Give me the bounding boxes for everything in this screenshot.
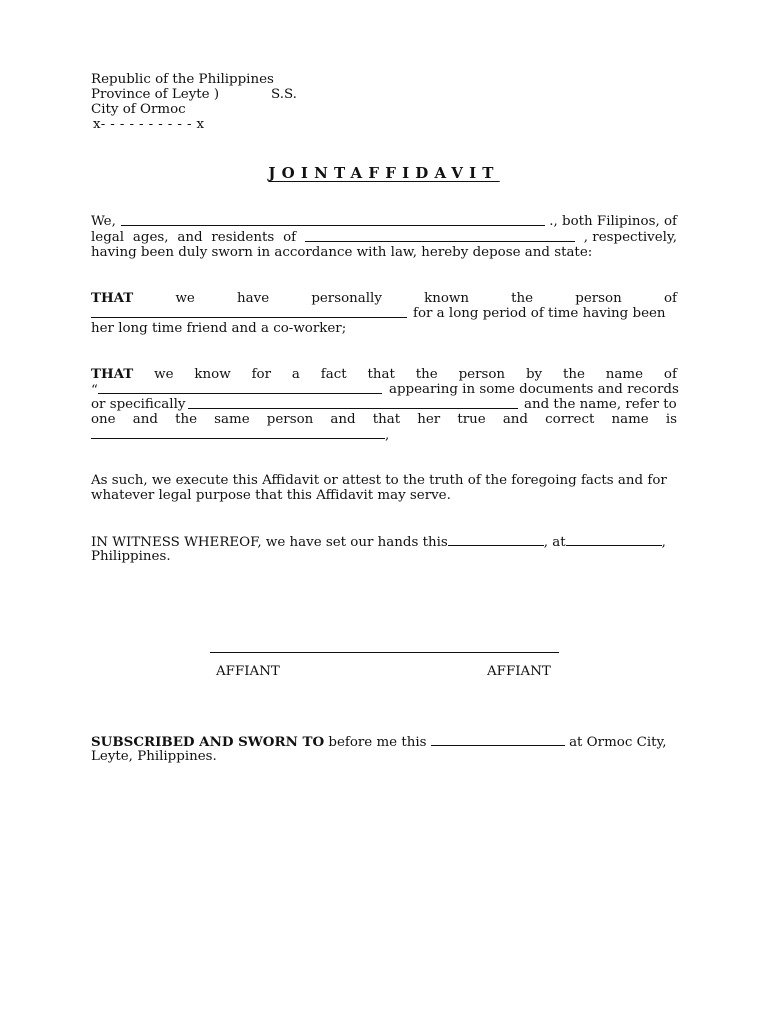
p1-line1 — [91, 214, 677, 229]
subscribed-line2: Leyte, Philippines. — [91, 749, 217, 764]
p2-word: known — [424, 291, 469, 306]
p3-word: by — [525, 367, 543, 382]
witness-line2: Philippines. — [91, 549, 171, 564]
witness-at: , at — [543, 535, 566, 550]
p3-line1 — [91, 367, 677, 382]
witness-prefix: IN WITNESS WHEREOF, we have set our hands this — [91, 535, 448, 550]
p3-word: one — [91, 412, 116, 427]
p1-respectively: , respectively, — [583, 230, 677, 245]
p2-line2 — [91, 306, 407, 322]
p1-word: ages, — [132, 230, 169, 245]
p3-word: we — [154, 367, 174, 382]
p3-correct-name-blank — [91, 427, 385, 439]
subscribed-date-blank — [431, 734, 565, 746]
witness-place-blank — [566, 534, 662, 546]
p3-word: same — [214, 412, 250, 427]
p3-word: is — [665, 412, 677, 427]
p3-word: know — [194, 367, 231, 382]
p3-word: a — [291, 367, 300, 382]
p3-word: true — [457, 412, 486, 427]
p1-word: of — [283, 230, 297, 245]
p3-word: the — [562, 367, 585, 382]
p3-word: that — [367, 367, 395, 382]
p2-line3: her long time friend and a co-worker; — [91, 321, 347, 336]
witness-date-blank — [448, 534, 544, 546]
p3-word: and — [330, 412, 356, 427]
city-line: City of Ormoc — [91, 102, 186, 117]
p3-comma: , — [385, 428, 390, 443]
subscribed-at: at Ormoc City, — [569, 735, 667, 750]
p3-line4 — [91, 412, 677, 427]
p3-word: correct — [545, 412, 595, 427]
p3-name-blank — [98, 382, 382, 394]
p2-word: the — [511, 291, 534, 306]
p2-word: have — [237, 291, 270, 306]
witness-line1 — [91, 534, 666, 550]
p3-word: for — [251, 367, 271, 382]
subscribed-line1 — [91, 734, 667, 750]
p2-word: of — [663, 291, 677, 306]
p3-specific-blank — [188, 397, 518, 409]
p1-names-blank — [121, 214, 545, 226]
affiant-right: AFFIANT — [487, 664, 551, 679]
p2-that: THAT — [91, 290, 134, 306]
p1-line3: having been duly sworn in accordance with law, hereby depose and state: — [91, 245, 593, 260]
affiant-left: AFFIANT — [216, 664, 280, 679]
p3-line2 — [91, 382, 382, 398]
p1-word: residents — [211, 230, 275, 245]
subscribed-bold: SUBSCRIBED AND SWORN TO — [91, 734, 325, 750]
p1-word: and — [177, 230, 203, 245]
separator-line: x- - - - - - - - - - x — [93, 117, 205, 132]
province-line: Province of Leyte ) — [91, 87, 220, 102]
p3-quote: “ — [91, 383, 98, 398]
p1-we: We, — [91, 214, 116, 229]
ss-label: S.S. — [271, 87, 297, 102]
subscribed-before: before me this — [328, 735, 427, 750]
signature-line — [210, 652, 559, 653]
p3-word: the — [175, 412, 198, 427]
p2-line1 — [91, 291, 677, 306]
p2-word: we — [175, 291, 195, 306]
p3-word: person — [458, 367, 506, 382]
p3-word: the — [415, 367, 438, 382]
p1-line2 — [91, 230, 677, 245]
p3-word: name — [611, 412, 649, 427]
p2-long-period: for a long period of time having been — [413, 306, 666, 321]
p3-appearing: appearing in some documents and records — [389, 382, 679, 397]
document-title: JOINTAFFIDAVIT — [268, 164, 500, 182]
p2-person-blank — [91, 306, 407, 318]
republic-line: Republic of the Philippines — [91, 72, 274, 87]
p1-residence-blank — [305, 230, 575, 242]
p3-word: and — [132, 412, 158, 427]
p3-word: fact — [320, 367, 347, 382]
witness-suffix: , — [661, 535, 666, 550]
p3-word: of — [663, 367, 677, 382]
p3-word: her — [417, 412, 441, 427]
p3-word: and — [502, 412, 529, 427]
p4-line2: whatever legal purpose that this Affidavit may serve. — [91, 488, 451, 503]
p3-word: name — [605, 367, 644, 382]
p4-line1: As such, we execute this Affidavit or attest to the truth of the foregoing facts and for — [91, 473, 667, 488]
p3-line5 — [91, 427, 389, 443]
p3-word: that — [372, 412, 401, 427]
p3-or-specifically: or specifically — [91, 397, 186, 412]
p2-word: personally — [311, 291, 382, 306]
p3-word: person — [266, 412, 314, 427]
p2-word: person — [575, 291, 622, 306]
p3-that: THAT — [91, 366, 134, 382]
p1-both-filipinos: ., both Filipinos, of — [549, 214, 677, 229]
p3-and-the-name: and the name, refer to — [524, 397, 677, 412]
p1-word: legal — [91, 230, 125, 245]
p3-line3-blank-wrap — [188, 397, 518, 413]
